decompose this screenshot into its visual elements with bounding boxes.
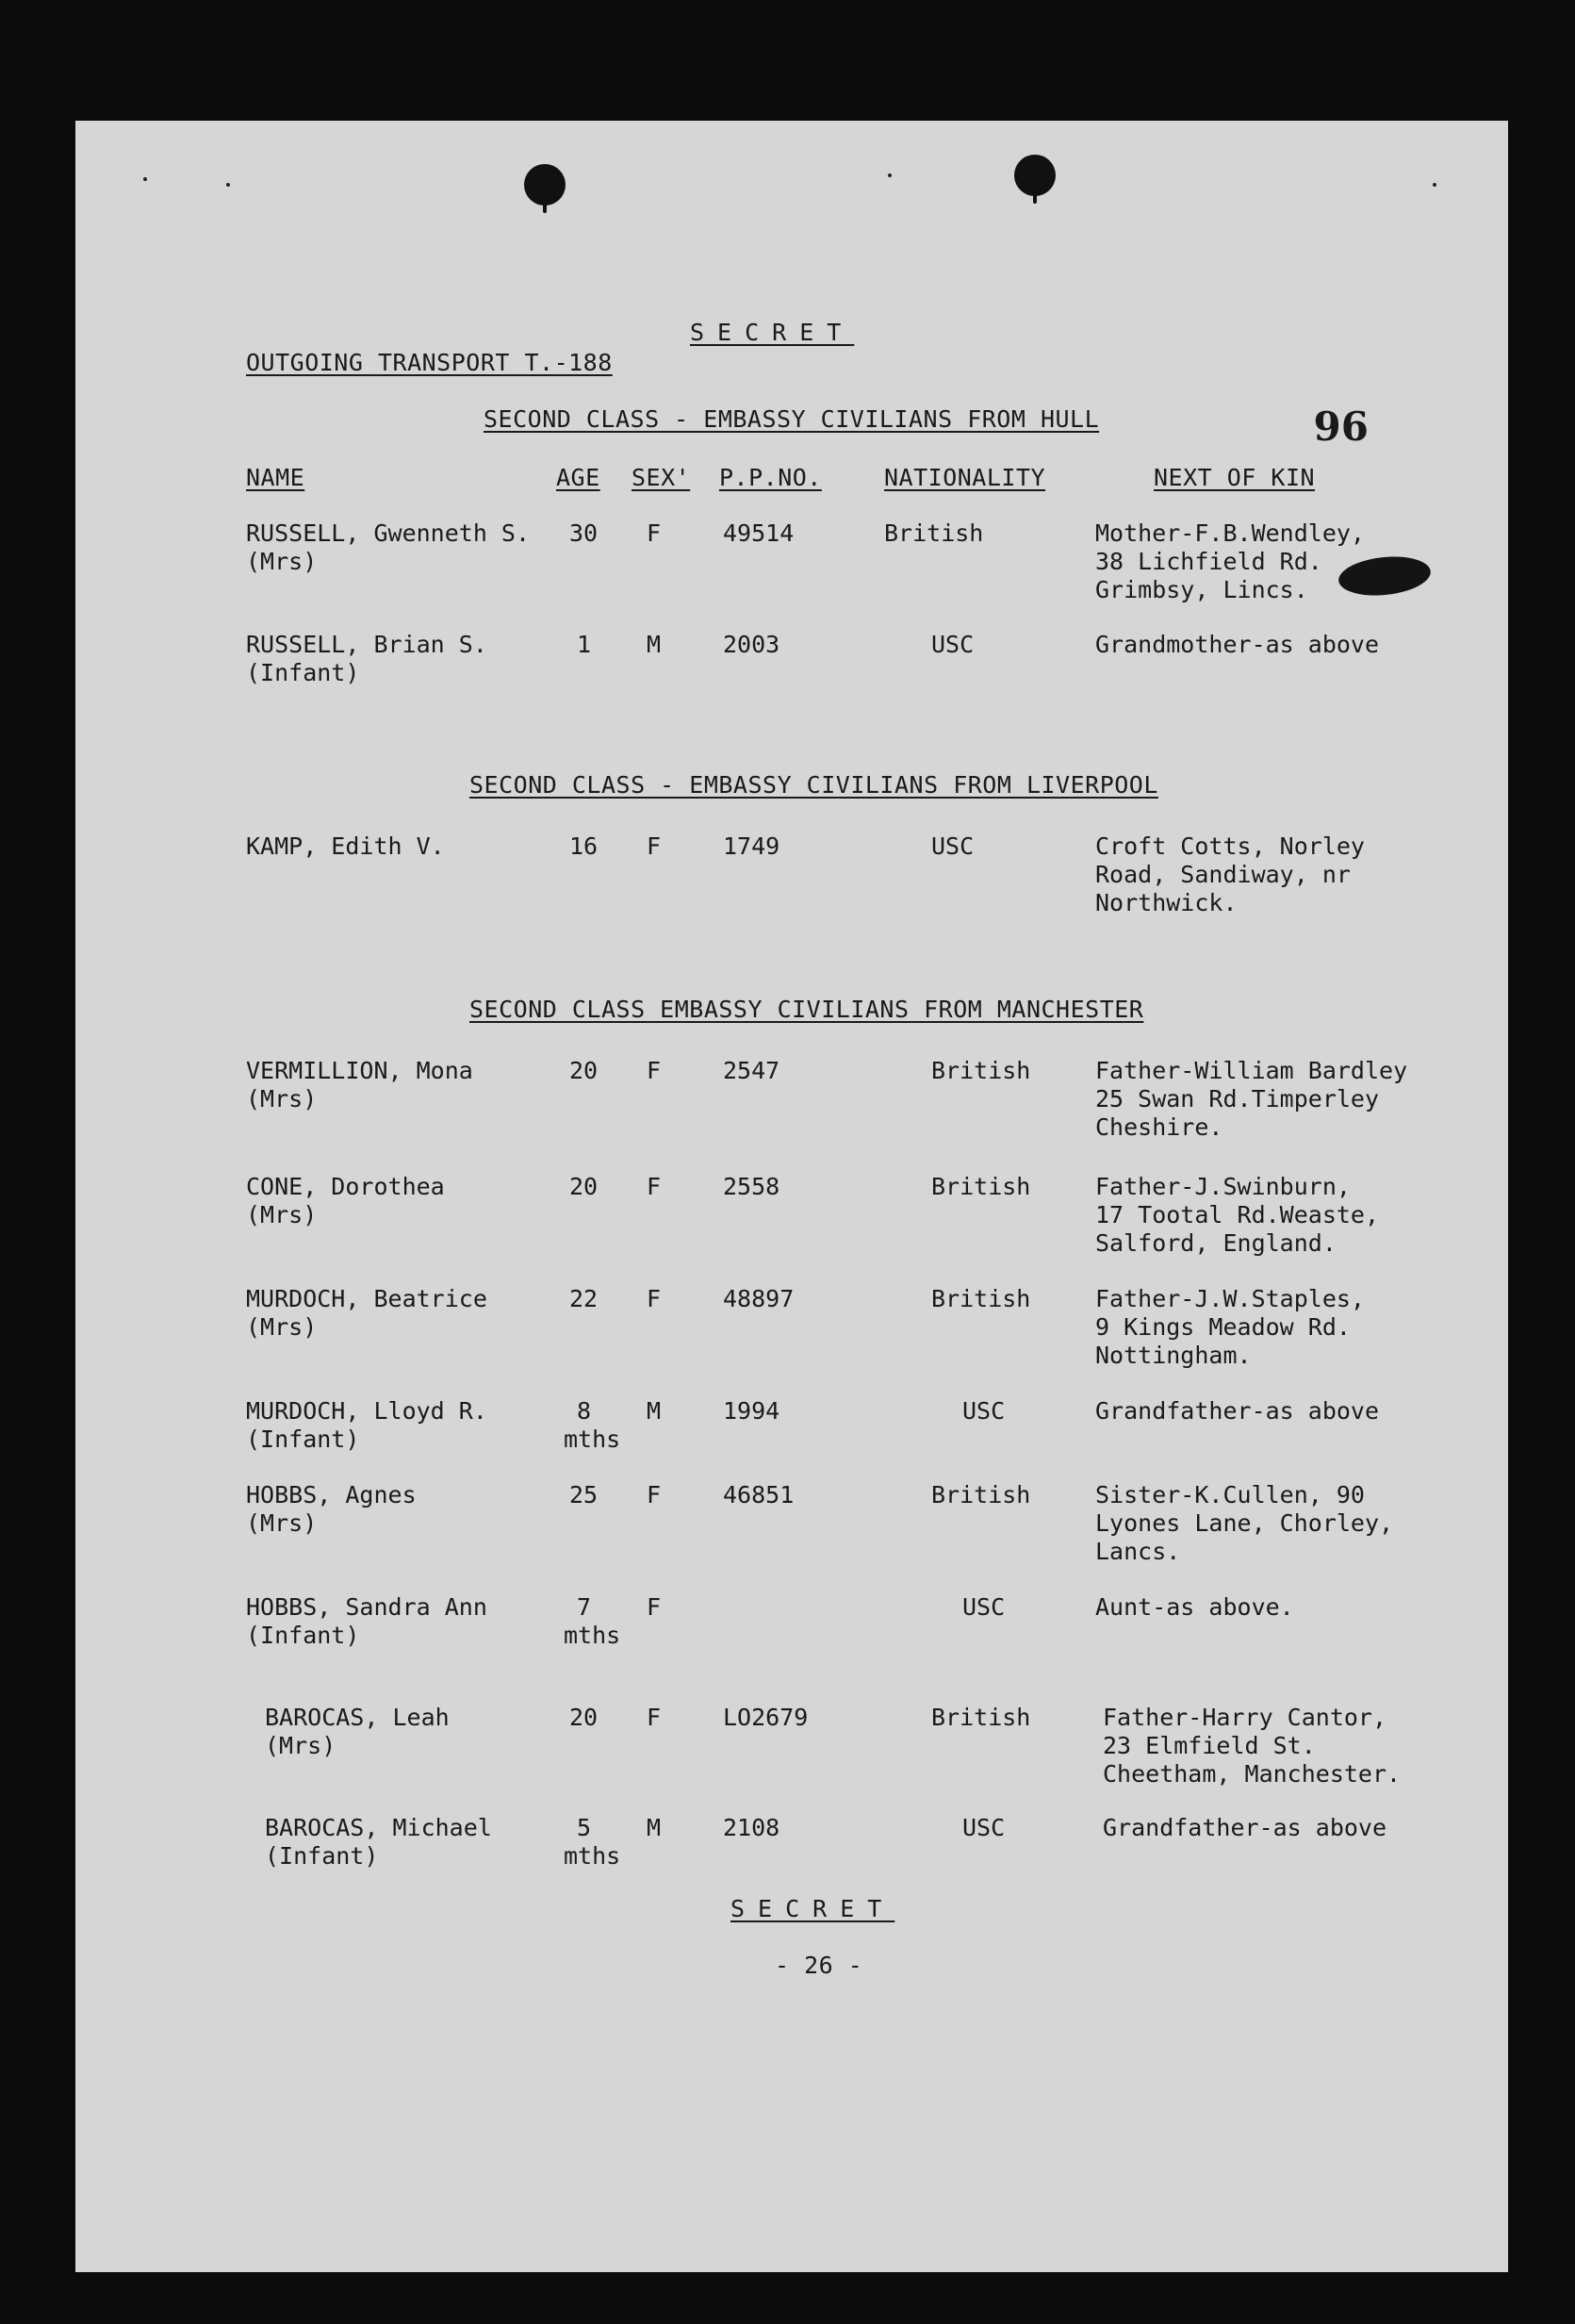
ink-blot xyxy=(1337,552,1433,600)
punch-hole-left xyxy=(524,164,566,206)
passport-number: LO2679 xyxy=(723,1704,809,1731)
passenger-name: RUSSELL, Brian S. xyxy=(246,631,487,658)
column-header-pp-no: P.P.NO. xyxy=(719,464,822,491)
passenger-sex: M xyxy=(647,1397,662,1425)
column-header-nationality: NATIONALITY xyxy=(884,464,1046,491)
next-of-kin-line: Salford, England. xyxy=(1095,1229,1337,1257)
passenger-sex: F xyxy=(647,1057,662,1084)
passenger-age: 20 xyxy=(569,1173,599,1200)
passport-number: 2108 xyxy=(723,1814,780,1841)
passport-number: 2003 xyxy=(723,631,780,658)
passenger-name: HOBBS, Sandra Ann xyxy=(246,1593,487,1621)
speck xyxy=(143,177,147,181)
passenger-title: (Infant) xyxy=(246,659,360,686)
passport-number: 2547 xyxy=(723,1057,780,1084)
passenger-age: 20 xyxy=(569,1057,599,1084)
passenger-title: (Infant) xyxy=(246,1426,360,1453)
column-header-next-of-kin: NEXT OF KIN xyxy=(1154,464,1316,491)
column-header-sex: SEX' xyxy=(632,464,691,491)
next-of-kin-line: Father-J.W.Staples, xyxy=(1095,1285,1365,1312)
next-of-kin-line: Cheshire. xyxy=(1095,1113,1223,1141)
passenger-sex: M xyxy=(647,631,662,658)
next-of-kin-line: Croft Cotts, Norley xyxy=(1095,832,1365,860)
section-title-hull: SECOND CLASS - EMBASSY CIVILIANS FROM HULL xyxy=(484,405,1100,433)
speck xyxy=(888,173,892,177)
secret-footer: SECRET xyxy=(730,1895,895,1922)
passenger-sex: F xyxy=(647,1704,662,1731)
nationality: British xyxy=(931,1481,1031,1508)
passenger-name: MURDOCH, Beatrice xyxy=(246,1285,487,1312)
passenger-sex: M xyxy=(647,1814,662,1841)
next-of-kin-line: Nottingham. xyxy=(1095,1342,1252,1369)
passenger-sex: F xyxy=(647,832,662,860)
column-header-age: AGE xyxy=(556,464,600,491)
passenger-age: 7 xyxy=(577,1593,592,1621)
next-of-kin-line: Grandmother-as above xyxy=(1095,631,1380,658)
passenger-age: 30 xyxy=(569,519,599,547)
page-number: - 26 - xyxy=(775,1952,863,1979)
passenger-name: CONE, Dorothea xyxy=(246,1173,445,1200)
next-of-kin-line: Grimbsy, Lincs. xyxy=(1095,576,1308,603)
nationality: British xyxy=(931,1285,1031,1312)
passenger-name: MURDOCH, Lloyd R. xyxy=(246,1397,487,1425)
next-of-kin-line: Northwick. xyxy=(1095,889,1238,916)
nationality: USC xyxy=(962,1814,1006,1841)
passport-number: 2558 xyxy=(723,1173,780,1200)
speck xyxy=(226,183,230,187)
next-of-kin-line: Mother-F.B.Wendley, xyxy=(1095,519,1365,547)
nationality: USC xyxy=(962,1593,1006,1621)
nationality: British xyxy=(931,1057,1031,1084)
speck xyxy=(1433,183,1436,187)
passenger-title: (Infant) xyxy=(246,1622,360,1649)
transport-title: OUTGOING TRANSPORT T.-188 xyxy=(246,349,613,376)
passport-number: 46851 xyxy=(723,1481,795,1508)
next-of-kin-line: 23 Elmfield St. xyxy=(1103,1732,1316,1759)
next-of-kin-line: Grandfather-as above xyxy=(1095,1397,1380,1425)
passenger-age: 5 xyxy=(577,1814,592,1841)
secret-header: SECRET xyxy=(690,319,855,346)
next-of-kin-line: 25 Swan Rd.Timperley xyxy=(1095,1085,1380,1113)
nationality: USC xyxy=(931,832,975,860)
page-stamp-number: 96 xyxy=(1313,404,1369,450)
passport-number: 48897 xyxy=(723,1285,795,1312)
passenger-title: (Mrs) xyxy=(246,548,318,575)
passenger-age: 25 xyxy=(569,1481,599,1508)
punch-hole-right xyxy=(1014,155,1056,196)
nationality: USC xyxy=(931,631,975,658)
passenger-age: 8 xyxy=(577,1397,592,1425)
next-of-kin-line: Grandfather-as above xyxy=(1103,1814,1387,1841)
passenger-age: 20 xyxy=(569,1704,599,1731)
passenger-name: KAMP, Edith V. xyxy=(246,832,445,860)
passenger-title: (Mrs) xyxy=(246,1201,318,1228)
passenger-age-unit: mths xyxy=(564,1426,621,1453)
next-of-kin-line: Father-Harry Cantor, xyxy=(1103,1704,1387,1731)
passenger-name: HOBBS, Agnes xyxy=(246,1481,417,1508)
passenger-sex: F xyxy=(647,1285,662,1312)
next-of-kin-line: Cheetham, Manchester. xyxy=(1103,1760,1402,1788)
passenger-sex: F xyxy=(647,519,662,547)
passport-number: 1749 xyxy=(723,832,780,860)
next-of-kin-line: Lancs. xyxy=(1095,1538,1181,1565)
passenger-age: 22 xyxy=(569,1285,599,1312)
passenger-title: (Mrs) xyxy=(246,1085,318,1113)
nationality: British xyxy=(931,1704,1031,1731)
passenger-title: (Mrs) xyxy=(246,1313,318,1341)
passenger-name: BAROCAS, Leah xyxy=(265,1704,450,1731)
passenger-age-unit: mths xyxy=(564,1622,621,1649)
passenger-name: BAROCAS, Michael xyxy=(265,1814,492,1841)
passenger-title: (Mrs) xyxy=(246,1509,318,1537)
next-of-kin-line: Father-William Bardley xyxy=(1095,1057,1408,1084)
nationality: British xyxy=(884,519,984,547)
passenger-sex: F xyxy=(647,1481,662,1508)
section-title-manchester: SECOND CLASS EMBASSY CIVILIANS FROM MANCHESTER xyxy=(469,996,1144,1023)
next-of-kin-line: 38 Lichfield Rd. xyxy=(1095,548,1322,575)
next-of-kin-line: 9 Kings Meadow Rd. xyxy=(1095,1313,1351,1341)
passport-number: 1994 xyxy=(723,1397,780,1425)
nationality: USC xyxy=(962,1397,1006,1425)
next-of-kin-line: Road, Sandiway, nr xyxy=(1095,861,1351,888)
next-of-kin-line: Father-J.Swinburn, xyxy=(1095,1173,1351,1200)
passenger-name: RUSSELL, Gwenneth S. xyxy=(246,519,531,547)
document-sheet xyxy=(75,121,1508,2272)
section-title-liverpool: SECOND CLASS - EMBASSY CIVILIANS FROM LIVERPOOL xyxy=(469,771,1158,799)
next-of-kin-line: Lyones Lane, Chorley, xyxy=(1095,1509,1394,1537)
nationality: British xyxy=(931,1173,1031,1200)
passenger-age-unit: mths xyxy=(564,1842,621,1870)
passenger-sex: F xyxy=(647,1173,662,1200)
next-of-kin-line: Aunt-as above. xyxy=(1095,1593,1294,1621)
passenger-age: 16 xyxy=(569,832,599,860)
next-of-kin-line: 17 Tootal Rd.Weaste, xyxy=(1095,1201,1380,1228)
passenger-title: (Mrs) xyxy=(265,1732,336,1759)
column-header-name: NAME xyxy=(246,464,305,491)
passenger-age: 1 xyxy=(577,631,592,658)
passenger-sex: F xyxy=(647,1593,662,1621)
next-of-kin-line: Sister-K.Cullen, 90 xyxy=(1095,1481,1365,1508)
passenger-title: (Infant) xyxy=(265,1842,379,1870)
passport-number: 49514 xyxy=(723,519,795,547)
passenger-name: VERMILLION, Mona xyxy=(246,1057,473,1084)
